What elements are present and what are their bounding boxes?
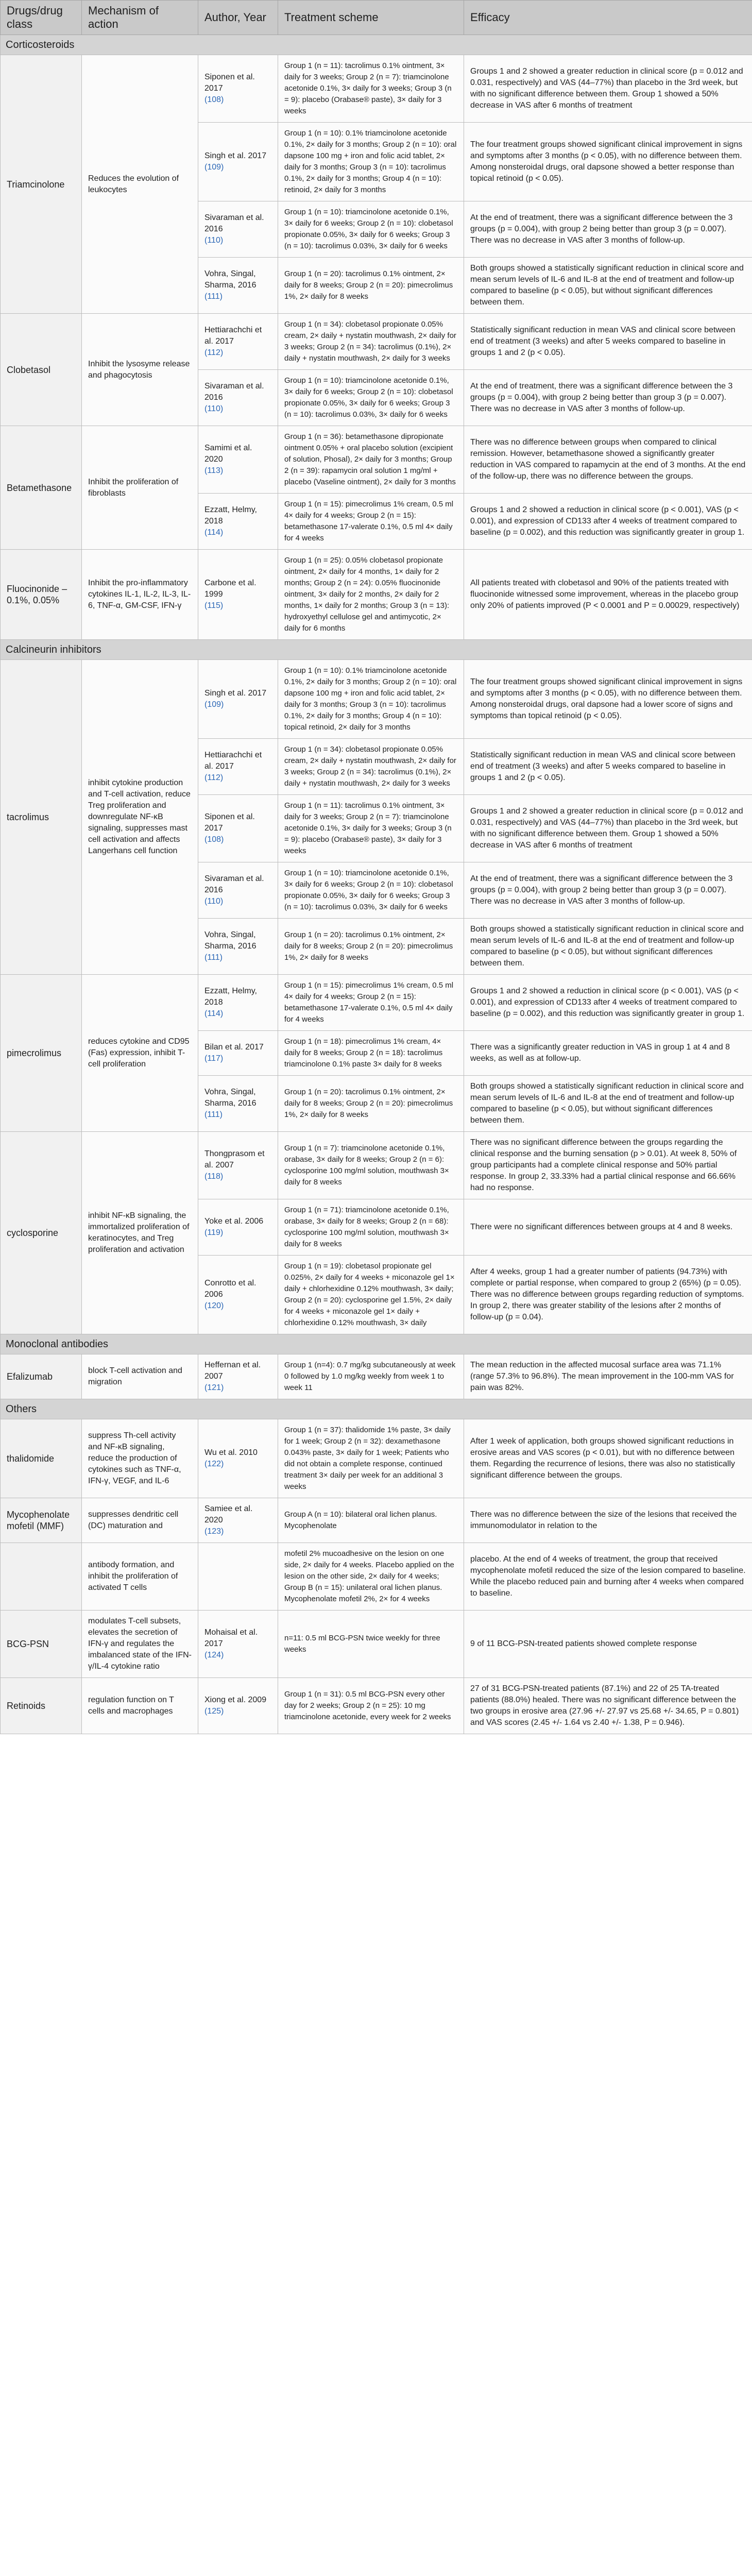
- author-text: Ezzatt, Helmy, 2018: [204, 987, 257, 1007]
- mechanism: Inhibit the lysosyme release and phagocytosis: [82, 314, 198, 426]
- author-text: Ezzatt, Helmy, 2018: [204, 505, 257, 526]
- author-text: Thongprasom et al. 2007: [204, 1149, 265, 1170]
- efficacy: Groups 1 and 2 showed a reduction in clinical score (p < 0.001), VAS (p < 0.001), and expression of CD133 after 4 weeks of treatment compared to baseline (p = 0.002), and this reduction was significantly greater in group 1.: [464, 494, 752, 550]
- author-text: Carbone et al. 1999: [204, 579, 257, 599]
- author-year: [198, 550, 278, 640]
- author-text: Bilan et al. 2017: [204, 1043, 264, 1052]
- treatment-scheme: Group 1 (n = 10): triamcinolone acetonide 0.1%, 3× daily for 6 weeks; Group 2 (n = 10): clobetasol propionate 0.05%, 3× daily for 6 weeks; Group 3 (n = 10): tacrolimus 0.03%, 3× daily for 6 weeks: [278, 862, 464, 919]
- efficacy: Groups 1 and 2 showed a reduction in clinical score (p < 0.001), VAS (p < 0.001), and expression of CD133 after 4 weeks of treatment compared to baseline (p = 0.002), and this reduction was significantly greater in group 1.: [464, 975, 752, 1031]
- table-row: [1, 975, 752, 1031]
- mechanism: suppress Th-cell activity and NF-κB signaling, reduce the production of cytokines such as TNF-α, IFN-γ, VEGF, and IL-6: [82, 1419, 198, 1498]
- efficacy: Statistically significant reduction in mean VAS and clinical score between end of treatment (3 weeks) and after 5 weeks compared to baseline in groups 1 and 2 (p < 0.05).: [464, 739, 752, 795]
- treatment-scheme: Group 1 (n = 31): 0.5 ml BCG-PSN every other day for 2 weeks; Group 2 (n = 25): 10 mg triamcinolone acetonide, every week for 2 weeks: [278, 1678, 464, 1734]
- treatment-scheme: Group 1 (n = 36): betamethasone dipropionate ointment 0.05% + oral placebo solution (excipient of solution, Phosal), 2× daily for 3 months; Group 2 (n = 39): rapamycin oral solution 1 mg/ml + placebo (Vaseline ointment), 2× daily for 3 months: [278, 426, 464, 494]
- efficacy: Groups 1 and 2 showed a greater reduction in clinical score (p = 0.012 and 0.031, respectively) and VAS (44–77%) than placebo in the 3rd week, but with no significant difference between them. Group 1 showed a 50% decrease in VAS after 6 months of treatment: [464, 795, 752, 862]
- header-author: Author, Year: [198, 1, 278, 35]
- efficacy: 27 of 31 BCG-PSN-treated patients (87.1%) and 22 of 25 TA-treated patients (88.0%) healed. There was no significant difference between the two groups in erosive area (27.96 +/- 27.97 vs 25.68 +/- 34.65, P = 0.801) and VAS scores (2.45 +/- 1.64 vs 2.40 +/- 1.38, P = 0.946).: [464, 1678, 752, 1734]
- efficacy: The four treatment groups showed significant clinical improvement in signs and symptoms after 3 months (p < 0.05), with no difference between them. Among nonsteroidal drugs, oral dapsone showed a better response than topical retinoid (p < 0.05).: [464, 123, 752, 201]
- header-drug: Drugs/drug class: [1, 1, 82, 35]
- efficacy: There was no significant difference between the groups regarding the clinical response and the burning sensation (p > 0.01). At week 8, 50% of group participants had a complete clinical response and 50% partial response. In group 2, 33.33% had a partial clinical response and 66.66% had no response.: [464, 1132, 752, 1199]
- treatment-scheme: Group 1 (n = 7): triamcinolone acetonide 0.1%, orabase, 3× daily for 8 weeks; Group 2 (n = 6): cyclosporine 100 mg/ml solution, mouthwash 3× daily for 8 weeks: [278, 1132, 464, 1199]
- efficacy: There were no significant differences between groups at 4 and 8 weeks.: [464, 1199, 752, 1256]
- citation-link[interactable]: (120): [204, 1301, 224, 1310]
- efficacy: All patients treated with clobetasol and 90% of the patients treated with fluocinonide witnessed some improvement, whereas in the placebo group only 20% of patients improved (P < 0.0001 and P = 0.00029, respectively): [464, 550, 752, 640]
- author-year: [198, 1132, 278, 1199]
- drug-name: thalidomide: [1, 1419, 82, 1498]
- author-text: Wu et al. 2010: [204, 1448, 258, 1457]
- table-row: [1, 1611, 752, 1678]
- citation-link[interactable]: (113): [204, 466, 224, 475]
- treatment-scheme: Group 1 (n = 15): pimecrolimus 1% cream, 0.5 ml 4× daily for 4 weeks; Group 2 (n = 15): betamethasone 17-valerate 0.1%, 0.5 ml 4× daily for 4 weeks: [278, 975, 464, 1031]
- mechanism: Reduces the evolution of leukocytes: [82, 55, 198, 314]
- citation-link[interactable]: (111): [204, 1110, 223, 1119]
- section-title: Others: [1, 1399, 752, 1419]
- drug-name: Clobetasol: [1, 314, 82, 426]
- mechanism: inhibit cytokine production and T-cell activation, reduce Treg proliferation and downregulate NF-κB signaling, suppresses mast cell activation and affects Langerhans cell function: [82, 660, 198, 975]
- mechanism: antibody formation, and inhibit the proliferation of activated T cells: [82, 1543, 198, 1611]
- citation-link[interactable]: (119): [204, 1228, 224, 1237]
- efficacy: Groups 1 and 2 showed a greater reduction in clinical score (p = 0.012 and 0.031, respectively) and VAS (44–77%) than placebo in the 3rd week, but with no significant difference between them. Group 1 showed a 50% decrease in VAS after 6 months of treatment: [464, 55, 752, 123]
- citation-link[interactable]: (110): [204, 404, 224, 413]
- drug-name: Mycophenolate mofetil (MMF): [1, 1498, 82, 1543]
- section-title: Corticosteroids: [1, 35, 752, 55]
- drug-name: Efalizumab: [1, 1354, 82, 1399]
- citation-link[interactable]: (109): [204, 700, 224, 709]
- treatment-scheme: Group 1 (n = 34): clobetasol propionate 0.05% cream, 2× daily + nystatin mouthwash, 2× daily for 3 weeks; Group 2 (n = 34): tacrolimus (0.1%), 2× daily + nystatin mouthwash, 2× daily for 3 weeks: [278, 739, 464, 795]
- author-text: Siponen et al. 2017: [204, 73, 255, 93]
- mechanism: Inhibit the proliferation of fibroblasts: [82, 426, 198, 550]
- citation-link[interactable]: (115): [204, 601, 224, 610]
- drug-name: cyclosporine: [1, 1132, 82, 1334]
- efficacy: At the end of treatment, there was a significant difference between the 3 groups (p = 0.004), with group 2 being better than group 3 (p = 0.007). There was no decrease in VAS after 3 months of follow-up.: [464, 862, 752, 919]
- table-row: [1, 1419, 752, 1498]
- drug-name: BCG-PSN: [1, 1611, 82, 1678]
- treatment-scheme: Group A (n = 10): bilateral oral lichen planus. Mycophenolate: [278, 1498, 464, 1543]
- author-year: [198, 314, 278, 370]
- author-text: Yoke et al. 2006: [204, 1217, 264, 1226]
- table-row: [1, 314, 752, 370]
- author-text: Hettiarachchi et al. 2017: [204, 751, 262, 771]
- efficacy: placebo. At the end of 4 weeks of treatment, the group that received mycophenolate mofetil reduced the size of the lesion compared to baseline. While the placebo reduced pain and burning after 4 weeks when compared to baseline.: [464, 1543, 752, 1611]
- efficacy: After 1 week of application, both groups showed significant reductions in erosive areas and VAS scores (p < 0.01), but with no difference between them. Regarding the recurrence of lesions, there was also no statistically significant difference between the groups.: [464, 1419, 752, 1498]
- author-year: [198, 494, 278, 550]
- citation-link[interactable]: (108): [204, 835, 224, 844]
- table-body: [1, 35, 752, 1734]
- author-text: Sivaraman et al. 2016: [204, 874, 264, 894]
- mechanism: regulation function on T cells and macrophages: [82, 1678, 198, 1734]
- author-text: Mohaisal et al. 2017: [204, 1628, 258, 1648]
- author-year: [198, 1611, 278, 1678]
- table-row: [1, 426, 752, 494]
- efficacy: 9 of 11 BCG-PSN-treated patients showed complete response: [464, 1611, 752, 1678]
- section-row: [1, 1399, 752, 1419]
- drug-name: Triamcinolone: [1, 55, 82, 314]
- author-year: [198, 426, 278, 494]
- table-row: [1, 550, 752, 640]
- author-text: Siponen et al. 2017: [204, 812, 255, 833]
- citation-link[interactable]: (124): [204, 1651, 224, 1659]
- citation-link[interactable]: (114): [204, 1009, 224, 1018]
- treatment-scheme: Group 1 (n = 20): tacrolimus 0.1% ointment, 2× daily for 8 weeks; Group 2 (n = 20): pimecrolimus 1%, 2× daily for 8 weeks: [278, 1076, 464, 1132]
- treatment-scheme: Group 1 (n = 11): tacrolimus 0.1% ointment, 3× daily for 3 weeks; Group 2 (n = 7): triamcinolone acetonide 0.1%, 3× daily for 3 weeks; Group 3 (n = 9): placebo (Orabase® paste), 3× daily for 3 weeks: [278, 795, 464, 862]
- section-title: Calcineurin inhibitors: [1, 640, 752, 660]
- author-year: [198, 660, 278, 739]
- citation-link[interactable]: (123): [204, 1527, 224, 1536]
- treatment-scheme: Group 1 (n = 20): tacrolimus 0.1% ointment, 2× daily for 8 weeks; Group 2 (n = 20): pimecrolimus 1%, 2× daily for 8 weeks: [278, 258, 464, 314]
- mechanism: suppresses dendritic cell (DC) maturation and: [82, 1498, 198, 1543]
- author-year: [198, 1354, 278, 1399]
- treatment-scheme: Group 1 (n = 25): 0.05% clobetasol propionate ointment, 2× daily for 4 months, 1× daily for 2 months; Group 2 (n = 24): 0.05% fluocinonide ointment, 3× daily for 2 months, 2× daily for 2 months, 1× daily for 2 months; Group 3 (n = 13): hydroxyethyl cellulose gel and antimycotic, 2× daily for 6 months: [278, 550, 464, 640]
- treatment-scheme: Group 1 (n = 10): 0.1% triamcinolone acetonide 0.1%, 2× daily for 3 months; Group 2 (n = 10): oral dapsone 100 mg + iron and folic acid tablet, 2× daily for 3 months; Group 3 (n = 10): tacrolimus 0.1%, 2× daily for 3 months; Group 4 (n = 10): retinoid, 2× daily for 3 months: [278, 123, 464, 201]
- header-mechanism: Mechanism of action: [82, 1, 198, 35]
- treatment-scheme: Group 1 (n = 10): 0.1% triamcinolone acetonide 0.1%, 2× daily for 3 months; Group 2 (n = 10): oral dapsone 100 mg + iron and folic acid tablet, 2× daily for 3 months; Group 3 (n = 10): tacrolimus 0.1%, 2× daily for 3 months; Group 4 (n = 10): topical retinoid, 2× daily for 3 months: [278, 660, 464, 739]
- author-year: [198, 1498, 278, 1543]
- citation-link[interactable]: (111): [204, 953, 223, 962]
- section-row: [1, 640, 752, 660]
- author-year: [198, 201, 278, 258]
- section-row: [1, 35, 752, 55]
- efficacy: Both groups showed a statistically significant reduction in clinical score and mean serum levels of IL-6 and IL-8 at the end of treatment and follow-up compared to baseline (p < 0.05), but without significant differences between them.: [464, 1076, 752, 1132]
- efficacy: The four treatment groups showed significant clinical improvement in signs and symptoms after 3 months (p < 0.05), with no difference between them. Among nonsteroidal drugs, oral dapsone had a lower score of signs and symptoms than topical retinoid (p < 0.05).: [464, 660, 752, 739]
- treatment-scheme: Group 1 (n = 10): triamcinolone acetonide 0.1%, 3× daily for 6 weeks; Group 2 (n = 10): clobetasol propionate 0.05%, 3× daily for 6 weeks; Group 3 (n = 10): tacrolimus 0.03%, 3× daily for 6 weeks: [278, 201, 464, 258]
- treatment-scheme: Group 1 (n = 15): pimecrolimus 1% cream, 0.5 ml 4× daily for 4 weeks; Group 2 (n = 15): betamethasone 17-valerate 0.1%, 0.5 ml 4× daily for 4 weeks: [278, 494, 464, 550]
- author-text: Vohra, Singal, Sharma, 2016: [204, 1088, 257, 1108]
- treatment-scheme: Group 1 (n = 18): pimecrolimus 1% cream, 4× daily for 8 weeks; Group 2 (n = 18): tacrolimus triamcinolone 0.1% paste 3× daily for 8 weeks: [278, 1031, 464, 1076]
- citation-link[interactable]: (112): [204, 348, 224, 357]
- author-text: Singh et al. 2017: [204, 151, 267, 160]
- author-year: [198, 919, 278, 975]
- author-year: [198, 1678, 278, 1734]
- treatment-scheme: Group 1 (n = 10): triamcinolone acetonide 0.1%, 3× daily for 6 weeks; Group 2 (n = 10): clobetasol propionate 0.05%, 3× daily for 6 weeks; Group 3 (n = 10): tacrolimus 0.03%, 3× daily for 6 weeks: [278, 370, 464, 426]
- drug-name: tacrolimus: [1, 660, 82, 975]
- table-row: [1, 660, 752, 739]
- citation-link[interactable]: (112): [204, 773, 224, 782]
- author-year: [198, 862, 278, 919]
- citation-link[interactable]: (125): [204, 1707, 224, 1716]
- citation-link[interactable]: (109): [204, 163, 224, 172]
- author-year: [198, 795, 278, 862]
- header-treatment: Treatment scheme: [278, 1, 464, 35]
- author-year: [198, 1076, 278, 1132]
- mechanism: modulates T-cell subsets, elevates the secretion of IFN-γ and regulates the imbalanced state of the IFN-γ/IL-4 cytokine ratio: [82, 1611, 198, 1678]
- author-text: Samimi et al. 2020: [204, 444, 252, 464]
- header-row: [1, 1, 752, 35]
- efficacy: Statistically significant reduction in mean VAS and clinical score between end of treatment (3 weeks) and after 5 weeks compared to baseline in groups 1 and 2 (p < 0.05).: [464, 314, 752, 370]
- treatment-scheme: Group 1 (n = 20): tacrolimus 0.1% ointment, 2× daily for 8 weeks; Group 2 (n = 20): pimecrolimus 1%, 2× daily for 8 weeks: [278, 919, 464, 975]
- treatment-scheme: n=11: 0.5 ml BCG-PSN twice weekly for three weeks: [278, 1611, 464, 1678]
- citation-link[interactable]: (117): [204, 1054, 224, 1063]
- mechanism: Inhibit the pro-inflammatory cytokines IL-1, IL-2, IL-3, IL-6, TNF-α, GM-CSF, IFN-γ: [82, 550, 198, 640]
- author-year: [198, 370, 278, 426]
- author-text: Xiong et al. 2009: [204, 1696, 267, 1704]
- author-text: Sivaraman et al. 2016: [204, 213, 264, 233]
- efficacy: At the end of treatment, there was a significant difference between the 3 groups (p = 0.004), with group 2 being better than group 3 (p = 0.007). There was no decrease in VAS after 3 months of follow-up.: [464, 370, 752, 426]
- author-year: [198, 55, 278, 123]
- efficacy: There was a significantly greater reduction in VAS in group 1 at 4 and 8 weeks, as well as at follow-up.: [464, 1031, 752, 1076]
- treatment-scheme: Group 1 (n=4): 0.7 mg/kg subcutaneously at week 0 followed by 1.0 mg/kg weekly from week 1 to week 11: [278, 1354, 464, 1399]
- citation-link[interactable]: (122): [204, 1460, 224, 1468]
- citation-link[interactable]: (121): [204, 1383, 224, 1392]
- treatment-scheme: Group 1 (n = 37): thalidomide 1% paste, 3× daily for 1 week; Group 2 (n = 32): dexamethasone 0.043% paste, 3× daily for 1 week; Patients who did not obtain a complete response, continued treatment 3× daily per week for an additional 3 weeks: [278, 1419, 464, 1498]
- drug-name: Retinoids: [1, 1678, 82, 1734]
- author-year: [198, 1256, 278, 1334]
- mechanism: reduces cytokine and CD95 (Fas) expression, inhibit T-cell proliferation: [82, 975, 198, 1132]
- efficacy: The mean reduction in the affected mucosal surface area was 71.1% (range 57.3% to 96.8%). The mean improvement in the 100-mm VAS for pain was 82%.: [464, 1354, 752, 1399]
- drug-name: Betamethasone: [1, 426, 82, 550]
- citation-link[interactable]: (108): [204, 95, 224, 104]
- mechanism: block T-cell activation and migration: [82, 1354, 198, 1399]
- table-row: [1, 1498, 752, 1543]
- author-year: [198, 1419, 278, 1498]
- author-text: Vohra, Singal, Sharma, 2016: [204, 269, 257, 290]
- author-year: [198, 1031, 278, 1076]
- citation-link[interactable]: (111): [204, 292, 223, 301]
- citation-link[interactable]: (110): [204, 236, 224, 245]
- drug-name: pimecrolimus: [1, 975, 82, 1132]
- author-year: [198, 1199, 278, 1256]
- drug-name: [1, 1543, 82, 1611]
- efficacy: Both groups showed a statistically significant reduction in clinical score and mean serum levels of IL-6 and IL-8 at the end of treatment and follow-up compared to baseline (p < 0.05), but without significant differences between them.: [464, 258, 752, 314]
- author-year: [198, 1543, 278, 1611]
- author-year: [198, 975, 278, 1031]
- table-row: [1, 1678, 752, 1734]
- efficacy: There was no difference between groups when compared to clinical remission. However, betamethasone showed a significantly greater reduction in VAS compared to rapamycin at the end of 3 months. At the end of the follow-up, there was no difference between the groups.: [464, 426, 752, 494]
- treatment-scheme: mofetil 2% mucoadhesive on the lesion on one side, 2× daily for 4 weeks. Placebo applied on the lesion on the other side, 2× daily for 4 weeks; Group B (n = 15): unilateral oral lichen planus. Mycophenolate mofetil 2%, 2× for 4 weeks: [278, 1543, 464, 1611]
- author-year: [198, 739, 278, 795]
- efficacy: Both groups showed a statistically significant reduction in clinical score and mean serum levels of IL-6 and IL-8 at the end of treatment and follow-up compared to baseline (p < 0.05), but without significant differences between them.: [464, 919, 752, 975]
- author-text: Conrotto et al. 2006: [204, 1279, 257, 1299]
- table-row: [1, 1132, 752, 1199]
- treatment-scheme: Group 1 (n = 19): clobetasol propionate gel 0.025%, 2× daily for 4 weeks + miconazole gel 1× daily + chlorhexidine 0.12% mouthwash, 3× daily; Group 2 (n = 20): cyclosporine gel 1.5%, 2× daily for 4 weeks + miconazole gel 1× daily + chlorhexidine 0.12% mouthwash, 3× daily: [278, 1256, 464, 1334]
- drug-name: Fluocinonide – 0.1%, 0.05%: [1, 550, 82, 640]
- author-text: Vohra, Singal, Sharma, 2016: [204, 930, 257, 951]
- table-row: [1, 55, 752, 123]
- treatment-scheme: Group 1 (n = 34): clobetasol propionate 0.05% cream, 2× daily + nystatin mouthwash, 2× daily for 3 weeks; Group 2 (n = 34): tacrolimus (0.1%), 2× daily + nystatin mouthwash, 2× daily for 3 weeks: [278, 314, 464, 370]
- author-text: Sivaraman et al. 2016: [204, 382, 264, 402]
- mechanism: inhibit NF-κB signaling, the immortalized proliferation of keratinocytes, and Treg proliferation and activation: [82, 1132, 198, 1334]
- author-year: [198, 258, 278, 314]
- citation-link[interactable]: (114): [204, 528, 224, 537]
- author-text: Samiee et al. 2020: [204, 1504, 253, 1524]
- efficacy: After 4 weeks, group 1 had a greater number of patients (94.73%) with complete or partial response, when compared to group 2 (65%) (p = 0.05). There was no difference between groups regarding reduction of symptoms. In group 2, there was greater stability of the lesions after 2 months of follow-up (p = 0.04).: [464, 1256, 752, 1334]
- section-row: [1, 1334, 752, 1354]
- efficacy: There was no difference between the size of the lesions that received the immunomodulator in relation to the: [464, 1498, 752, 1543]
- header-efficacy: Efficacy: [464, 1, 752, 35]
- citation-link[interactable]: (118): [204, 1172, 224, 1181]
- efficacy: At the end of treatment, there was a significant difference between the 3 groups (p = 0.004), with group 2 being better than group 3 (p = 0.007). There was no decrease in VAS after 3 months of follow-up.: [464, 201, 752, 258]
- citation-link[interactable]: (110): [204, 897, 224, 906]
- treatment-scheme: Group 1 (n = 11): tacrolimus 0.1% ointment, 3× daily for 3 weeks; Group 2 (n = 7): triamcinolone acetonide 0.1%, 3× daily for 3 weeks; Group 3 (n = 9): placebo (Orabase® paste), 3× daily for 3 weeks: [278, 55, 464, 123]
- treatment-scheme: Group 1 (n = 71): triamcinolone acetonide 0.1%, orabase, 3× daily for 8 weeks; Group 2 (n = 68): cyclosporine 100 mg/ml solution, mouthwash 3× daily for 8 weeks: [278, 1199, 464, 1256]
- author-text: Singh et al. 2017: [204, 689, 267, 698]
- table-row: [1, 1543, 752, 1611]
- section-title: Monoclonal antibodies: [1, 1334, 752, 1354]
- author-text: Hettiarachchi et al. 2017: [204, 326, 262, 346]
- author-text: Heffernan et al. 2007: [204, 1361, 261, 1381]
- table-row: [1, 1354, 752, 1399]
- author-year: [198, 123, 278, 201]
